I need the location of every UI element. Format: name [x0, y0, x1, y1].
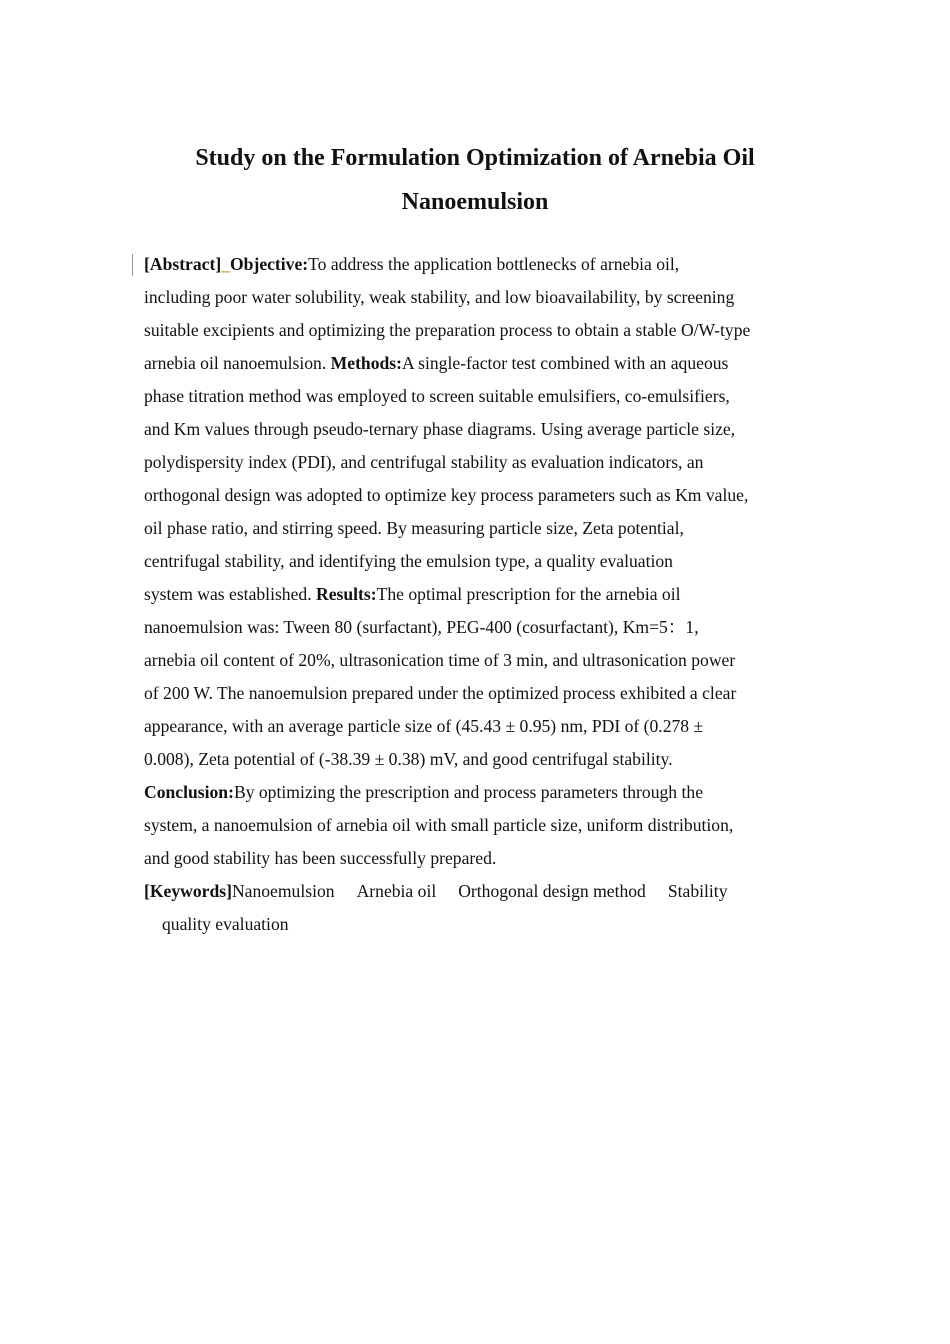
abstract-text: By optimizing the prescription and process parameters through the [233, 782, 703, 802]
methods-label: Methods: [330, 353, 403, 373]
abstract-line: system, a nanoemulsion of arnebia oil with small particle size, uniform distribution, [144, 815, 734, 835]
abstract-line: oil phase ratio, and stirring speed. By measuring particle size, Zeta potential, [144, 518, 684, 538]
abstract-line [144, 248, 816, 281]
abstract-line: and Km values through pseudo-ternary phase diagrams. Using average particle size, [144, 419, 736, 439]
abstract-label: [Abstract] [144, 254, 222, 274]
keywords-line [144, 875, 816, 908]
keywords-label: [Keywords] [144, 881, 232, 901]
abstract-line: of 200 W. The nanoemulsion prepared under the optimized process exhibited a clear [144, 683, 737, 703]
abstract-line [144, 347, 816, 380]
abstract-line: phase titration method was employed to screen suitable emulsifiers, co-emulsifiers, [144, 386, 730, 406]
keywords-line [144, 908, 816, 941]
abstract-section [144, 248, 816, 941]
revision-bar [132, 254, 133, 276]
abstract-line [144, 776, 816, 809]
abstract-line: arnebia oil content of 20%, ultrasonication time of 3 min, and ultrasonication power [144, 650, 736, 670]
keyword: Stability [667, 881, 728, 901]
abstract-text: The optimal prescription for the arnebia oil [376, 584, 681, 604]
abstract-line: nanoemulsion was: Tween 80 (surfactant), PEG-400 (cosurfactant), Km=5：1, [144, 617, 699, 637]
conclusion-label: Conclusion: [144, 782, 234, 802]
abstract-text: A single-factor test combined with an aqueous [402, 353, 729, 373]
abstract-line [144, 578, 816, 611]
abstract-line: suitable excipients and optimizing the preparation process to obtain a stable O/W-type [144, 320, 751, 340]
abstract-line: centrifugal stability, and identifying the emulsion type, a quality evaluation [144, 551, 673, 571]
keyword: quality evaluation [162, 914, 289, 934]
abstract-line: polydispersity index (PDI), and centrifugal stability as evaluation indicators, an [144, 452, 704, 472]
abstract-line: including poor water solubility, weak stability, and low bioavailability, by screening [144, 287, 735, 307]
objective-label: Objective: [229, 254, 309, 274]
abstract-line: appearance, with an average particle size of (45.43 ± 0.95) nm, PDI of (0.278 ± [144, 716, 704, 736]
keyword: Nanoemulsion [231, 881, 335, 901]
keyword: Orthogonal design method [458, 881, 646, 901]
keyword: Arnebia oil [356, 881, 437, 901]
revision-mark: _ [221, 254, 230, 274]
abstract-text: system was established. [144, 584, 317, 604]
abstract-line: orthogonal design was adopted to optimize key process parameters such as Km value, [144, 485, 749, 505]
results-label: Results: [316, 584, 377, 604]
abstract-text: To address the application bottlenecks of arnebia oil, [308, 254, 680, 274]
paper-title-line-2: Nanoemulsion [401, 189, 549, 215]
abstract-line: 0.008), Zeta potential of (-38.39 ± 0.38) mV, and good centrifugal stability. [144, 749, 673, 769]
paper-title [120, 136, 830, 224]
abstract-text: arnebia oil nanoemulsion. [144, 353, 331, 373]
abstract-line: and good stability has been successfully prepared. [144, 848, 497, 868]
paper-title-line-1: Study on the Formulation Optimization of Arnebia Oil [195, 145, 755, 171]
